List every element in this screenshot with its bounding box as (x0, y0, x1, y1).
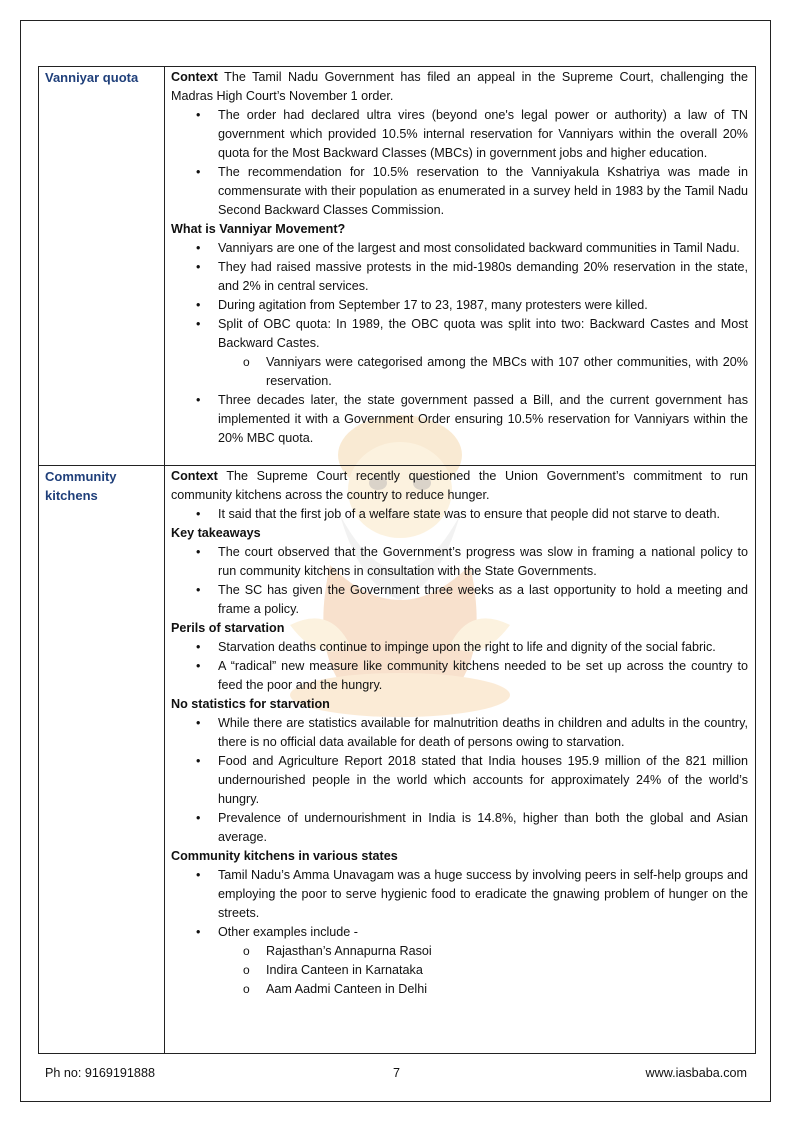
list-item: • While there are statistics available for malnutrition deaths in children and adults in the country, there is no official data available for death of persons owing to starvation. (218, 714, 748, 752)
list-item: • Prevalence of undernourishment in India is 14.8%, higher than both the global and Asian average. (218, 809, 748, 847)
context-text: The Supreme Court recently questioned the Union Government’s commitment to run community kitchens across the country to reduce hunger. (171, 469, 748, 502)
vanniyar-content (165, 67, 756, 466)
table-row-kitchens (39, 466, 756, 1054)
states-sub-list (218, 942, 748, 999)
vanniyar-context (171, 68, 748, 106)
list-item: • The recommendation for 10.5% reservation to the Vanniyakula Kshatriya was made in commensurate with their population as enumerated in a survey held in 1983 by the Tamil Nadu Second Backward Classes Commission. (218, 163, 748, 220)
footer-website[interactable]: www.iasbaba.com (645, 1066, 747, 1080)
vanniyar-movement-bullets (171, 239, 748, 448)
sub-list-item: o Aam Aadmi Canteen in Delhi (266, 980, 748, 999)
list-item: • Starvation deaths continue to impinge upon the right to life and dignity of the social fabric. (218, 638, 748, 657)
list-item: • Tamil Nadu’s Amma Unavagam was a huge success by involving peers in self-help groups and employing the poor to serve hygienic food to eradicate the gnawing problem of hunger on the streets. (218, 866, 748, 923)
vanniyar-movement-heading: What is Vanniyar Movement? (171, 222, 346, 236)
perils-list (171, 638, 748, 695)
page-number: 7 (393, 1066, 401, 1080)
vanniyar-sub-list (218, 353, 748, 391)
sub-list-item: o Rajasthan’s Annapurna Rasoi (266, 942, 748, 961)
list-item: • During agitation from September 17 to 23, 1987, many protesters were killed. (218, 296, 748, 315)
list-item: • A “radical” new measure like community kitchens needed to be set up across the country to feed the poor and the hungry. (218, 657, 748, 695)
list-item: • The order had declared ultra vires (beyond one's legal power or authority) a law of TN government which provided 10.5% internal reservation for Vanniyars within the overall 20% quota for the Most Backward Classes (MBCs) in government jobs and higher education. (218, 106, 748, 163)
list-item: • They had raised massive protests in the mid-1980s demanding 20% reservation in the state, and 2% in central services. (218, 258, 748, 296)
kitchens-context-bullets (171, 505, 748, 524)
context-label: Context (171, 70, 218, 84)
vanniyar-bullets (171, 106, 748, 220)
topic-community-kitchens: Community kitchens (39, 466, 165, 1054)
table-row-vanniyar (39, 67, 756, 466)
content-table (38, 66, 756, 1054)
list-item: • It said that the first job of a welfare state was to ensure that people did not starve to death. (218, 505, 748, 524)
context-text: The Tamil Nadu Government has filed an appeal in the Supreme Court, challenging the Madras High Court’s November 1 order. (171, 70, 748, 103)
list-item: • Food and Agriculture Report 2018 stated that India houses 195.9 million of the 821 million undernourished people in the world which accounts for approximately 24% of the world’s hungry. (218, 752, 748, 809)
kitchens-context (171, 467, 748, 505)
states-list (171, 866, 748, 999)
key-takeaways-heading: Key takeaways (171, 526, 261, 540)
sub-list-item: o Vanniyars were categorised among the MBCs with 107 other communities, with 20% reservation. (266, 353, 748, 391)
list-item-text: Other examples include - (218, 925, 358, 939)
list-item (218, 315, 748, 391)
topic-vanniyar-quota: Vanniyar quota (39, 67, 165, 466)
list-item: • Vanniyars are one of the largest and most consolidated backward communities in Tamil Nadu. (218, 239, 748, 258)
list-item: • The SC has given the Government three weeks as a last opportunity to hold a meeting and frame a policy. (218, 581, 748, 619)
list-item: • Three decades later, the state government passed a Bill, and the current government has implemented it with a Government Order ensuring 10.5% reservation for Vanniyars within the 20% MBC quota. (218, 391, 748, 448)
statistics-list (171, 714, 748, 847)
context-label: Context (171, 469, 218, 483)
list-item (218, 923, 748, 999)
footer-phone: Ph no: 9169191888 (45, 1066, 155, 1080)
list-item-text: Split of OBC quota: In 1989, the OBC quota was split into two: Backward Castes and Most Backward Castes. (218, 317, 748, 350)
sub-list-item: o Indira Canteen in Karnataka (266, 961, 748, 980)
kitchens-content (165, 466, 756, 1054)
statistics-heading: No statistics for starvation (171, 697, 330, 711)
key-takeaways-list (171, 543, 748, 619)
perils-heading: Perils of starvation (171, 621, 285, 635)
list-item: • The court observed that the Government’s progress was slow in framing a national policy to run community kitchens in consultation with the State Governments. (218, 543, 748, 581)
states-heading: Community kitchens in various states (171, 849, 398, 863)
